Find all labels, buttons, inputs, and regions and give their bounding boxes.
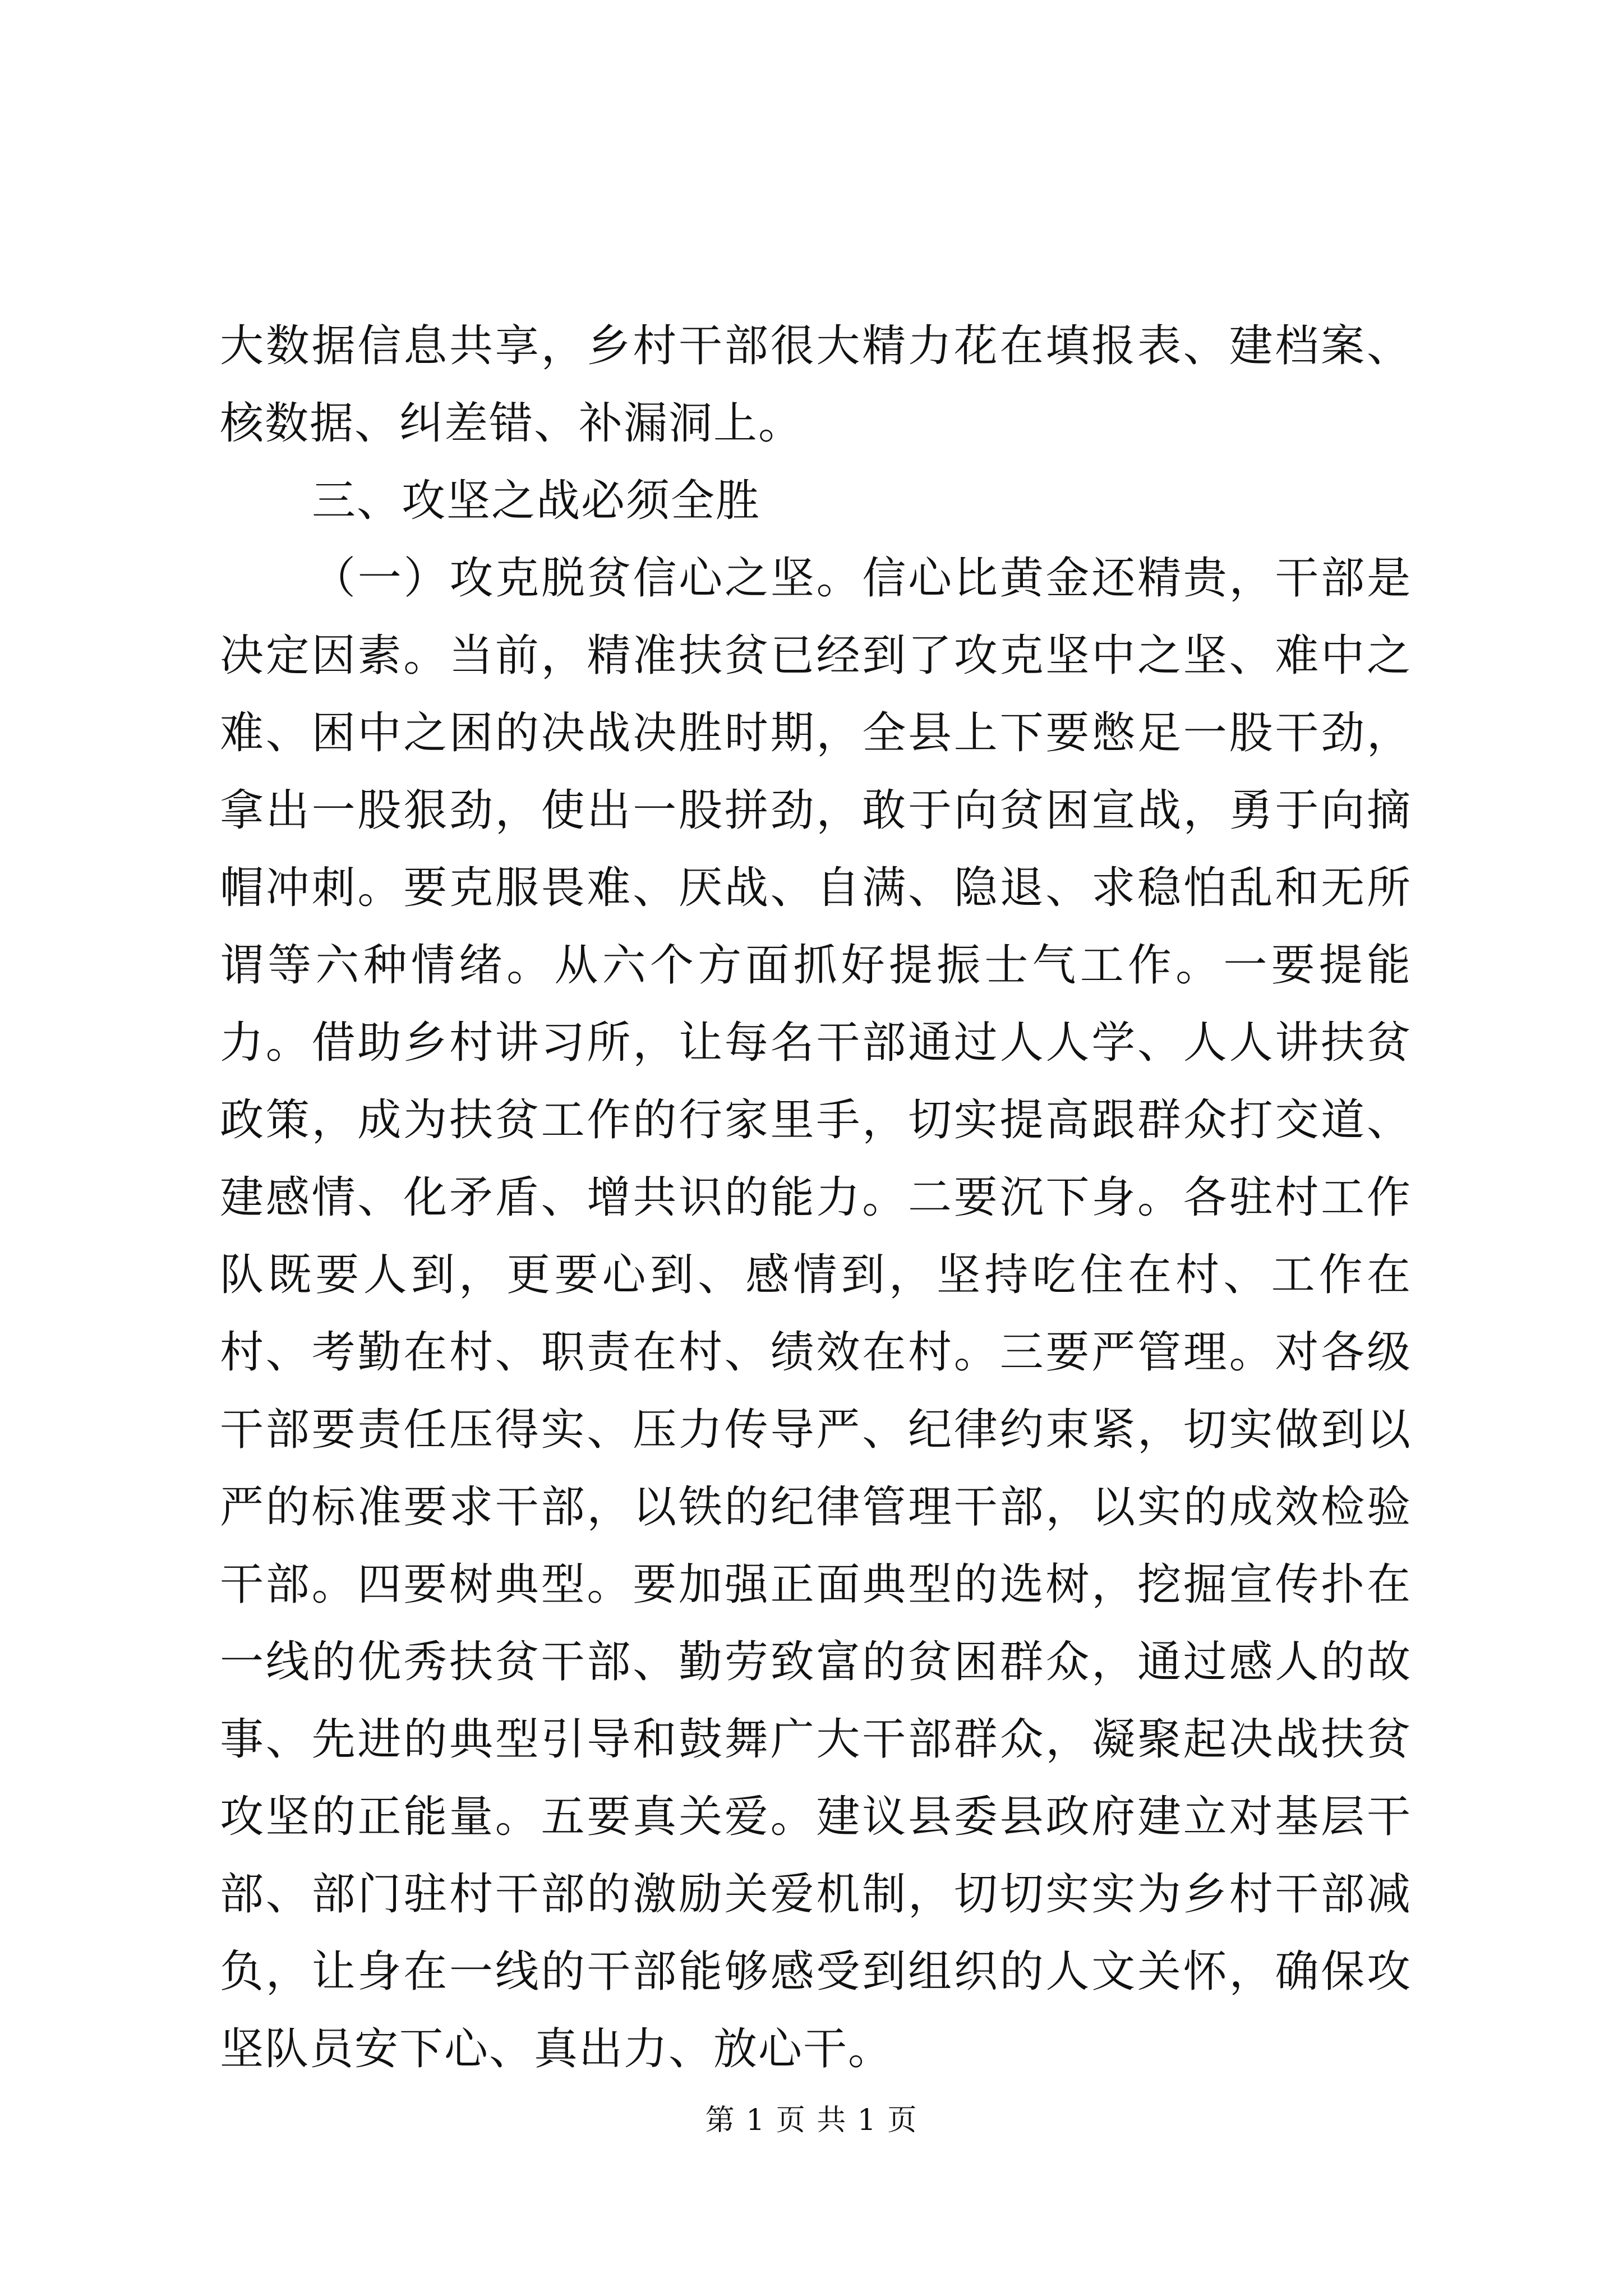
paragraph-continuation: 大数据信息共享，乡村干部很大精力花在填报表、建档案、核数据、纠差错、补漏洞上。 — [220, 321, 1412, 449]
paragraph-body: （一）攻克脱贫信心之坚。信心比黄金还精贵，干部是决定因素。当前，精准扶贫已经到了攻克坚中之坚、难中之难、困中之困的决战决胜时期，全县上下要憋足一股干劲，拿出一股狠劲，使出一股拼劲，敢于向贫困宣战，勇于向摘帽冲刺。要克服畏难、厌战、自满、隐退、求稳怕乱和无所谓等六种情绪。从六个方面抓好提振士气工作。一要提能力。借助乡村讲习所，让每名干部通过人人学、人人讲扶贫政策，成为扶贫工作的行家里手，切实提高跟群众打交道、建感情、化矛盾、增共识的能力。二要沉下身。各驻村工作队既要人到，更要心到、感情到，坚持吃住在村、工作在村、考勤在村、职责在村、绩效在村。三要严管理。对各级干部要责任压得实、压力传导严、纪律约束紧，切实做到以严的标准要求干部，以铁的纪律管理干部，以实的成效检验干部。四要树典型。要加强正面典型的选树，挖掘宣传扑在一线的优秀扶贫干部、勤劳致富的贫困群众，通过感人的故事、先进的典型引导和鼓舞广大干部群众，凝聚起决战扶贫攻坚的正能量。五要真关爱。建议县委县政府建立对基层干部、部门驻村干部的激励关爱机制，切切实实为乡村干部减负，让身在一线的干部能够感受到组织的人文关怀，确保攻坚队员安下心、真出力、放心干。 — [220, 553, 1412, 2074]
document-body — [220, 307, 1412, 2088]
section-heading: 三、攻坚之战必须全胜 — [312, 476, 761, 526]
page-footer: 第 1 页 共 1 页 — [705, 2104, 918, 2137]
